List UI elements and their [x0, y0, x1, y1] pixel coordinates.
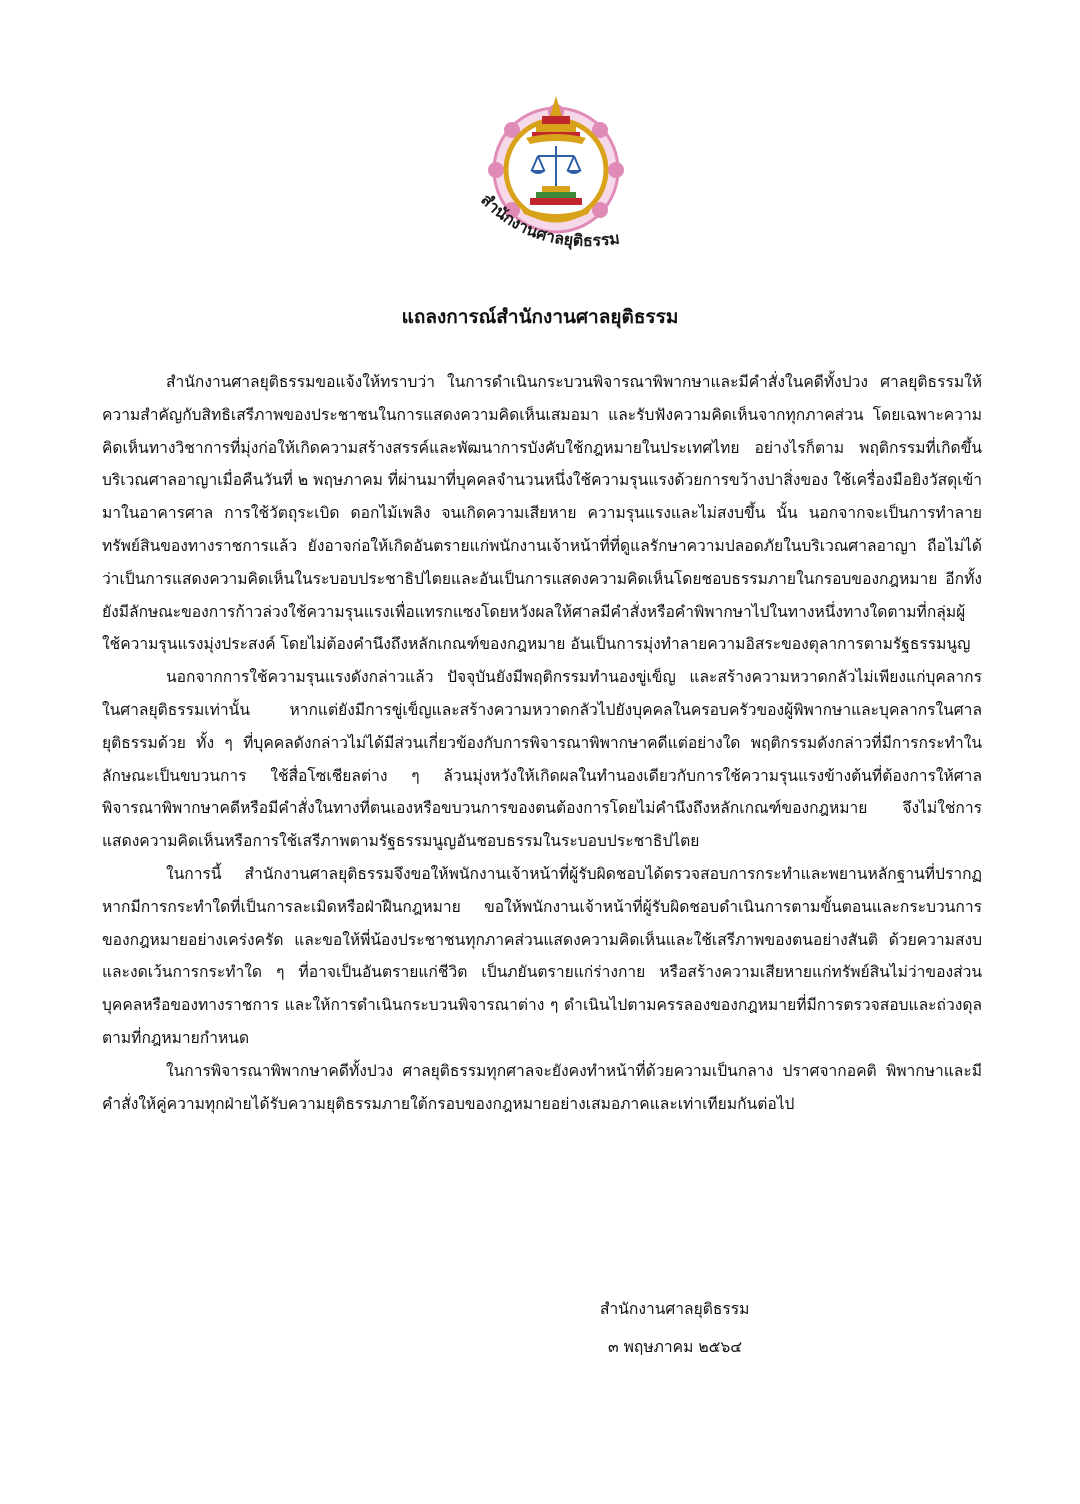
signature-block [600, 1290, 840, 1366]
court-of-justice-emblem-icon [472, 82, 642, 272]
statement-body [102, 366, 982, 1120]
emblem-caption: สำนักงานศาลยุติธรรม [477, 189, 621, 251]
signature-date: ๓ พฤษภาคม ๒๕๖๔ [608, 1338, 743, 1356]
court-emblem-logo [472, 82, 642, 272]
signature-organization: สำนักงานศาลยุติธรรม [600, 1300, 750, 1318]
paragraph-1: สำนักงานศาลยุติธรรมขอแจ้งให้ทราบว่า ในการดำเนินกระบวนพิจารณาพิพากษาและมีคำสั่งในคดีทั้งปวง ศาลยุติธรรมให้ความสำคัญกับสิทธิเสรีภาพของประชาชนในการแสดงความคิดเห็นเสมอมา และรับฟังความคิดเห็นจากทุกภาคส่วน โดยเฉพาะความคิดเห็นทางวิชาการที่มุ่งก่อให้เกิดความสร้างสรรค์และพัฒนาการบังคับใช้กฎหมายในประเทศไทย อย่างไรก็ตาม พฤติกรรมที่เกิดขึ้นบริเวณศาลอาญาเมื่อคืนวันที่ ๒ พฤษภาคม ที่ผ่านมาที่บุคคลจำนวนหนึ่งใช้ความรุนแรงด้วยการขว้างปาสิ่งของ ใช้เครื่องมือยิงวัสดุเข้ามาในอาคารศาล การใช้วัตถุระเบิด ดอกไม้เพลิง จนเกิดความเสียหาย ความรุนแรงและไม่สงบขึ้น นั้น นอกจากจะเป็นการทำลายทรัพย์สินของทางราชการแล้ว ยังอาจก่อให้เกิดอันตรายแก่พนักงานเจ้าหน้าที่ที่ดูแลรักษาความปลอดภัยในบริเวณศาลอาญา ถือไม่ได้ว่าเป็นการแสดงความคิดเห็นในระบอบประชาธิปไตยและอันเป็นการแสดงความคิดเห็นโดยชอบธรรมภายในกรอบของกฎหมาย อีกทั้งยังมีลักษณะของการก้าวล่วงใช้ความรุนแรงเพื่อแทรกแซงโดยหวังผลให้ศาลมีคำสั่งหรือคำพิพากษาไปในทางหนึ่งทางใดตามที่กลุ่มผู้ใช้ความรุนแรงมุ่งประสงค์ โดยไม่ต้องคำนึงถึงหลักเกณฑ์ของกฎหมาย อันเป็นการมุ่งทำลายความอิสระของตุลาการตามรัฐธรรมนูญ [102, 373, 982, 654]
paragraph-4: ในการพิจารณาพิพากษาคดีทั้งปวง ศาลยุติธรรมทุกศาลจะยังคงทำหน้าที่ด้วยความเป็นกลาง ปราศจากอคติ พิพากษาและมีคำสั่งให้คู่ความทุกฝ่ายได้รับความยุติธรรมภายใต้กรอบของกฎหมายอย่างเสมอภาคและเท่าเทียมกันต่อไป [102, 1061, 982, 1113]
paragraph-3: ในการนี้ สำนักงานศาลยุติธรรมจึงขอให้พนักงานเจ้าหน้าที่ผู้รับผิดชอบได้ตรวจสอบการกระทำและพยานหลักฐานที่ปรากฏ หากมีการกระทำใดที่เป็นการละเมิดหรือฝ่าฝืนกฎหมาย ขอให้พนักงานเจ้าหน้าที่ผู้รับผิดชอบดำเนินการตามขั้นตอนและกระบวนการของกฎหมายอย่างเคร่งครัด และขอให้พี่น้องประชาชนทุกภาคส่วนแสดงความคิดเห็นและใช้เสรีภาพของตนอย่างสันติ ด้วยความสงบ และงดเว้นการกระทำใด ๆ ที่อาจเป็นอันตรายแก่ชีวิต เป็นภยันตรายแก่ร่างกาย หรือสร้างความเสียหายแก่ทรัพย์สินไม่ว่าของส่วนบุคคลหรือของทางราชการ และให้การดำเนินกระบวนพิจารณาต่าง ๆ ดำเนินไปตามครรลองของกฎหมายที่มีการตรวจสอบและถ่วงดุลตามที่กฎหมายกำหนด [102, 864, 982, 1047]
paragraph-2: นอกจากการใช้ความรุนแรงดังกล่าวแล้ว ปัจจุบันยังมีพฤติกรรมทำนองขู่เข็ญ และสร้างความหวาดกลัวไม่เพียงแก่บุคลากรในศาลยุติธรรมเท่านั้น หากแต่ยังมีการขู่เข็ญและสร้างความหวาดกลัวไปยังบุคคลในครอบครัวของผู้พิพากษาและบุคลากรในศาลยุติธรรมด้วย ทั้ง ๆ ที่บุคคลดังกล่าวไม่ได้มีส่วนเกี่ยวข้องกับการพิจารณาพิพากษาคดีแต่อย่างใด พฤติกรรมดังกล่าวที่มีการกระทำในลักษณะเป็นขบวนการ ใช้สื่อโซเชียลต่าง ๆ ล้วนมุ่งหวังให้เกิดผลในทำนองเดียวกับการใช้ความรุนแรงข้างต้นที่ต้องการให้ศาลพิจารณาพิพากษาคดีหรือมีคำสั่งในทางที่ตนเองหรือขบวนการของตนต้องการโดยไม่คำนึงถึงหลักเกณฑ์ของกฎหมาย จึงไม่ใช่การแสดงความคิดเห็นหรือการใช้เสรีภาพตามรัฐธรรมนูญอันชอบธรรมในระบอบประชาธิปไตย [102, 668, 982, 851]
document-title: แถลงการณ์สำนักงานศาลยุติธรรม [401, 306, 679, 328]
